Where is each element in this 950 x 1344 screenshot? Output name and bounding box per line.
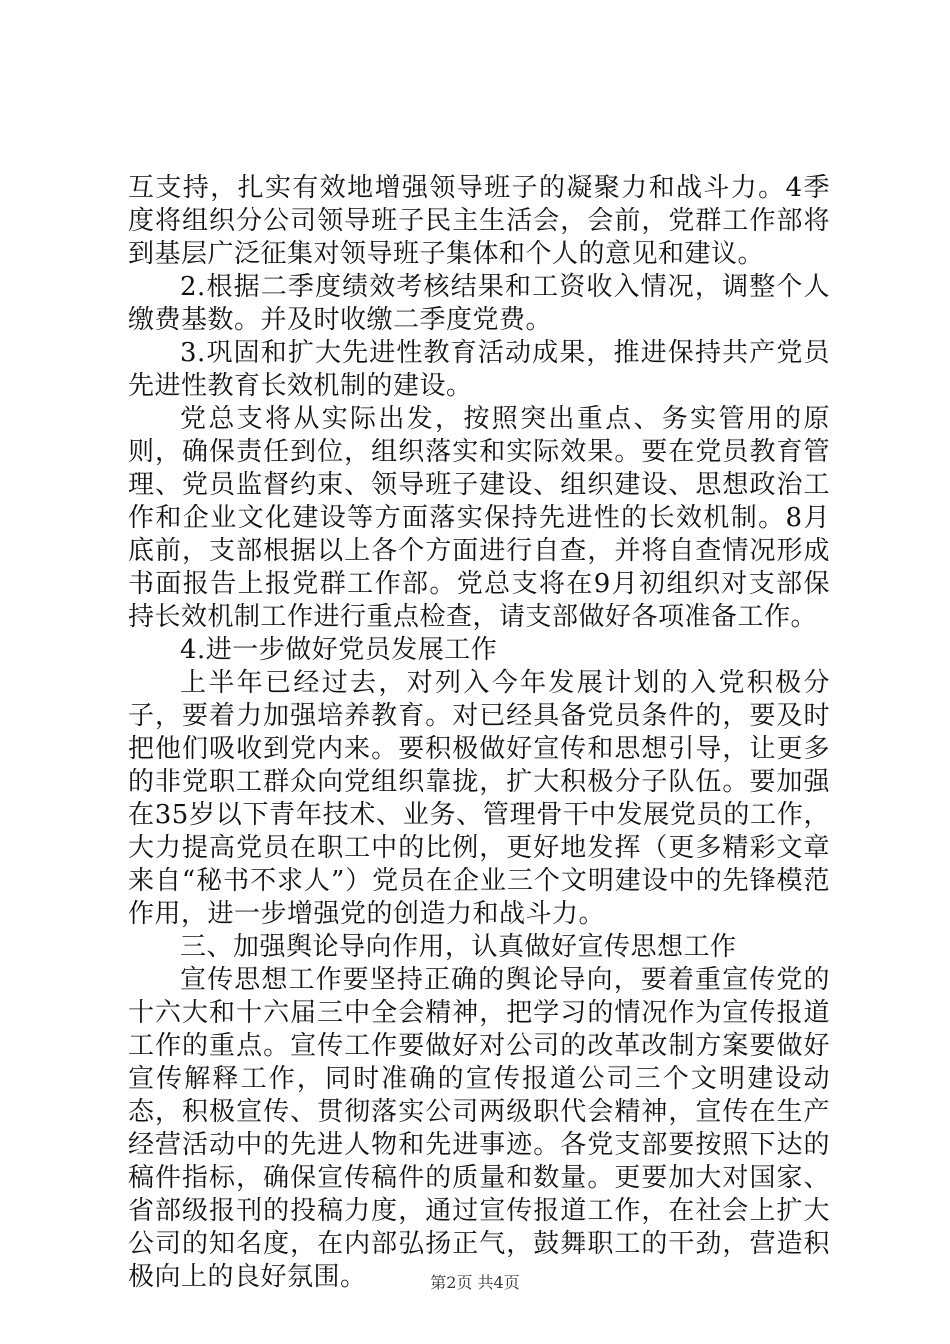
paragraph-section-3-detail: 宣传思想工作要坚持正确的舆论导向，要着重宣传党的十六大和十六届三中全会精神，把学习的情况作为宣传报道工作的重点。宣传工作要做好对公司的改革改制方案要做好宣传解释工作，同时准确的宣传报道公司三个文明建设动态，积极宣传、贯彻落实公司两级职代会精神，宣传在生产经营活动中的先进人物和先进事迹。各党支部要按照下达的稿件指标，确保宣传稿件的质量和数量。更要加大对国家、省部级报刊的投稿力度，通过宣传报道工作，在社会上扩大公司的知名度，在内部弘扬正气，鼓舞职工的干劲，营造积极向上的良好氛围。 [128,965,830,1292]
paragraph-item-4: 4.进一步做好党员发展工作 [180,635,498,665]
paragraph-item-4-detail: 上半年已经过去，对列入今年发展计划的入党积极分子，要着力加强培养教育。对已经具备党员条件的，要及时把他们吸收到党内来。要积极做好宣传和思想引导，让更多的非党职工群众向党组织靠拢，扩大积极分子队伍。要加强在35岁以下青年技术、业务、管理骨干中发展党员的工作，大力提高党员在职工中的比例，更好地发挥（更多精彩文章来自“秘书不求人”）党员在企业三个文明建设中的先锋模范作用，进一步增强党的创造力和战斗力。 [128,668,830,929]
document-body [128,172,830,1294]
paragraph-item-3-detail: 党总支将从实际出发，按照突出重点、务实管用的原则，确保责任到位，组织落实和实际效果。要在党员教育管理、党员监督约束、领导班子建设、组织建设、思想政治工作和企业文化建设等方面落实保持先进性的长效机制。8月底前，支部根据以上各个方面进行自查，并将自查情况形成书面报告上报党群工作部。党总支将在9月初组织对支部保持长效机制工作进行重点检查，请支部做好各项准备工作。 [128,404,830,632]
paragraph-continuation: 互支持，扎实有效地增强领导班子的凝聚力和战斗力。4季度将组织分公司领导班子民主生活会，会前，党群工作部将到基层广泛征集对领导班子集体和个人的意见和建议。 [128,173,830,269]
paragraph-item-3: 3.巩固和扩大先进性教育活动成果，推进保持共产党员先进性教育长效机制的建设。 [128,338,830,401]
paragraph-item-2: 2.根据二季度绩效考核结果和工资收入情况，调整个人缴费基数。并及时收缴二季度党费。 [128,272,830,335]
page-footer: 第2页 共4页 [430,1273,520,1292]
section-heading-3: 三、加强舆论导向作用，认真做好宣传思想工作 [180,932,737,962]
